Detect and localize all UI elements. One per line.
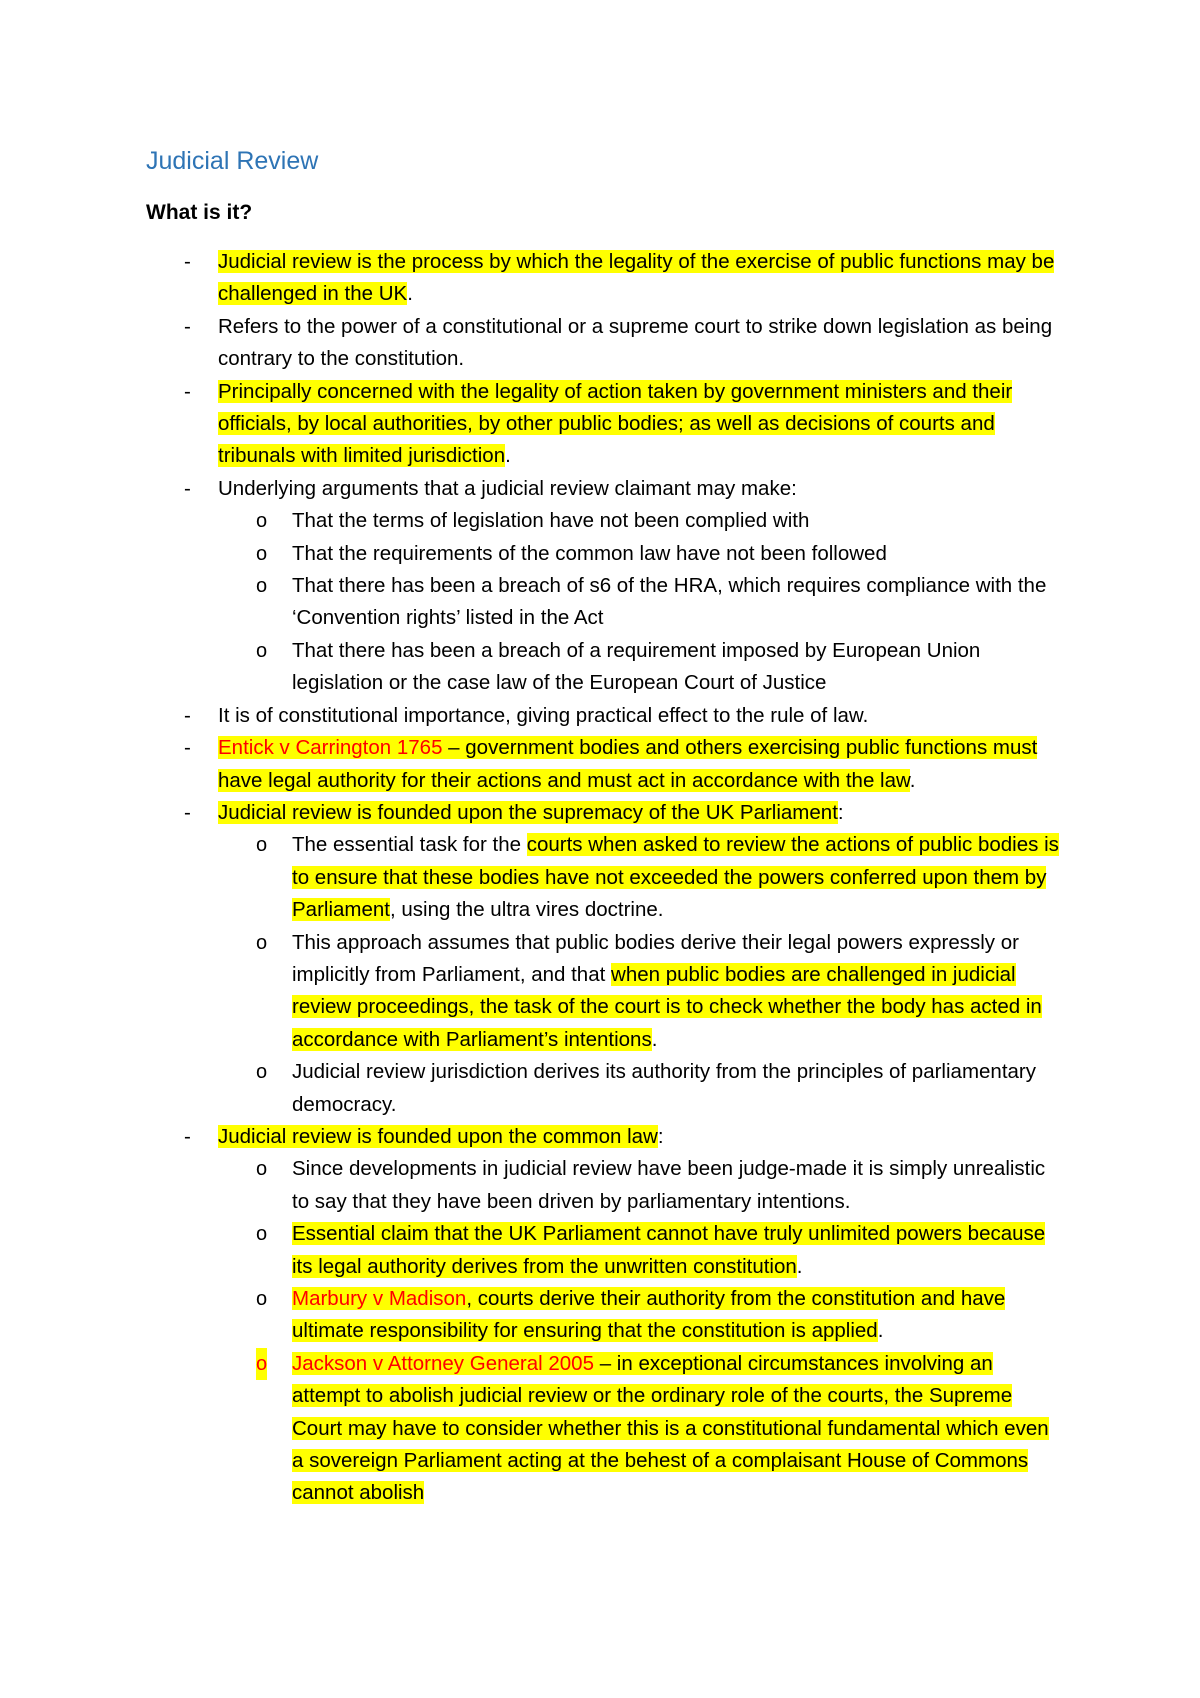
item-text: Judicial review is the process by which the legality of the exercise of public functions may be challenged in the UK	[218, 250, 1055, 306]
bullet-item	[0, 376, 1060, 473]
bullet-item	[0, 797, 1060, 829]
sub-bullet-item	[0, 1153, 1060, 1218]
item-text: when public bodies are challenged in judicial review proceedings, the task of the court is to check whether the body has acted in accordance with Parliament’s intentions	[292, 962, 1042, 1051]
dash-bullet-marker: -	[184, 379, 191, 403]
circle-bullet-marker: o	[256, 834, 268, 857]
sub-bullet-item	[0, 1283, 1060, 1348]
item-text: That there has been a breach of s6 of the HRA, which requires compliance with the ‘Convention rights’ listed in the Act	[292, 574, 1047, 630]
item-text: Judicial review is founded upon the supremacy of the UK Parliament	[218, 800, 838, 824]
bullet-list	[0, 246, 1200, 1510]
dash-bullet-marker: -	[184, 476, 191, 500]
bullet-item	[0, 1121, 1060, 1153]
item-text: Underlying arguments that a judicial review claimant may make:	[218, 476, 797, 500]
item-text: That the terms of legislation have not been complied with	[292, 509, 810, 533]
item-text: Essential claim that the UK Parliament cannot have truly unlimited powers because its legal authority derives from the unwritten constitution	[292, 1222, 1046, 1278]
dash-bullet-marker: -	[184, 703, 191, 727]
sub-bullet-item	[0, 1056, 1060, 1121]
sub-bullet-item	[0, 635, 1060, 700]
item-text: .	[651, 1027, 658, 1051]
circle-bullet-marker: o	[256, 1288, 268, 1310]
circle-bullet-marker: o	[256, 510, 268, 533]
bullet-item	[0, 732, 1060, 797]
bullet-item	[0, 246, 1060, 311]
circle-bullet-marker: o	[256, 1061, 268, 1084]
item-text: :	[837, 800, 844, 824]
sub-bullet-item	[0, 1218, 1060, 1283]
sub-bullet-item	[0, 538, 1060, 570]
dash-bullet-marker: -	[184, 314, 191, 338]
circle-bullet-marker: o	[256, 639, 268, 662]
item-text: – government bodies and others exercising public functions must have legal authority for their actions and must act in accordance with the law	[218, 736, 1038, 792]
dash-bullet-marker: -	[184, 250, 191, 273]
bullet-item	[0, 473, 1060, 505]
item-text: Since developments in judicial review have been judge-made it is simply unrealistic to say that they have been driven by parliamentary intentions.	[292, 1157, 1046, 1213]
circle-bullet-marker: o	[256, 1158, 268, 1181]
item-text: .	[407, 282, 413, 306]
dash-bullet-marker: -	[184, 736, 191, 760]
item-text: Principally concerned with the legality of action taken by government ministers and their officials, by local authorities, by other public bodies; as well as decisions of courts and tribunals with limited jurisdiction	[218, 379, 1013, 468]
circle-bullet-marker: o	[256, 1223, 268, 1246]
item-text: courts when asked to review the actions of public bodies is to ensure that these bodies have not exceeded the powers conferred upon them by Parliament	[292, 833, 1059, 922]
circle-bullet-marker: o	[256, 575, 268, 598]
case-name: Entick v Carrington 1765	[218, 736, 443, 760]
item-text: Judicial review is founded upon the common law	[218, 1124, 658, 1148]
item-text: :	[657, 1124, 664, 1148]
bullet-item	[0, 700, 1060, 732]
item-text: Refers to the power of a constitutional or a supreme court to strike down legislation as being contrary to the constitution.	[218, 314, 1053, 371]
item-text: It is of constitutional importance, giving practical effect to the rule of law.	[218, 703, 869, 727]
item-text: .	[796, 1254, 803, 1278]
item-text: The essential task for the	[292, 833, 527, 857]
item-text: , using the ultra vires doctrine.	[390, 898, 664, 922]
dash-bullet-marker: -	[184, 800, 191, 824]
item-text: , courts derive their authority from the constitution and have ultimate responsibility for ensuring that the constitution is applied	[292, 1287, 1006, 1343]
sub-bullet-item	[0, 829, 1060, 926]
item-text: This approach assumes that public bodies derive their legal powers expressly or implicitly from Parliament, and that	[292, 930, 1019, 986]
sub-bullet-item	[0, 1348, 1060, 1510]
item-text: .	[877, 1319, 884, 1343]
sub-bullet-item	[0, 927, 1060, 1057]
case-name: Jackson v Attorney General 2005	[292, 1351, 594, 1375]
document-title: Judicial Review	[146, 147, 319, 175]
item-text: That the requirements of the common law have not been followed	[292, 541, 887, 565]
item-text: .	[505, 444, 511, 468]
item-text: That there has been a breach of a requirement imposed by European Union legislation or the case law of the European Court of Justice	[292, 638, 981, 695]
bullet-item	[0, 311, 1060, 376]
sub-bullet-item	[0, 505, 1060, 537]
item-text: .	[909, 768, 916, 792]
sub-bullet-item	[0, 570, 1060, 635]
circle-bullet-marker: o	[256, 931, 268, 954]
item-text: – in exceptional circumstances involving an attempt to abolish judicial review or the ordinary role of the courts, the Supreme Court may have to consider whether this is a constitutional fundamental which even a sovereign Parliament acting at the behest of a complaisant House of Commons cannot abolish	[292, 1351, 1049, 1505]
item-text: Judicial review jurisdiction derives its authority from the principles of parliamentary democracy.	[292, 1060, 1036, 1116]
circle-bullet-marker: o	[256, 542, 268, 565]
circle-bullet-marker: o	[256, 1348, 267, 1380]
case-name: Marbury v Madison	[292, 1287, 467, 1310]
dash-bullet-marker: -	[184, 1124, 191, 1148]
section-heading: What is it?	[146, 201, 253, 224]
